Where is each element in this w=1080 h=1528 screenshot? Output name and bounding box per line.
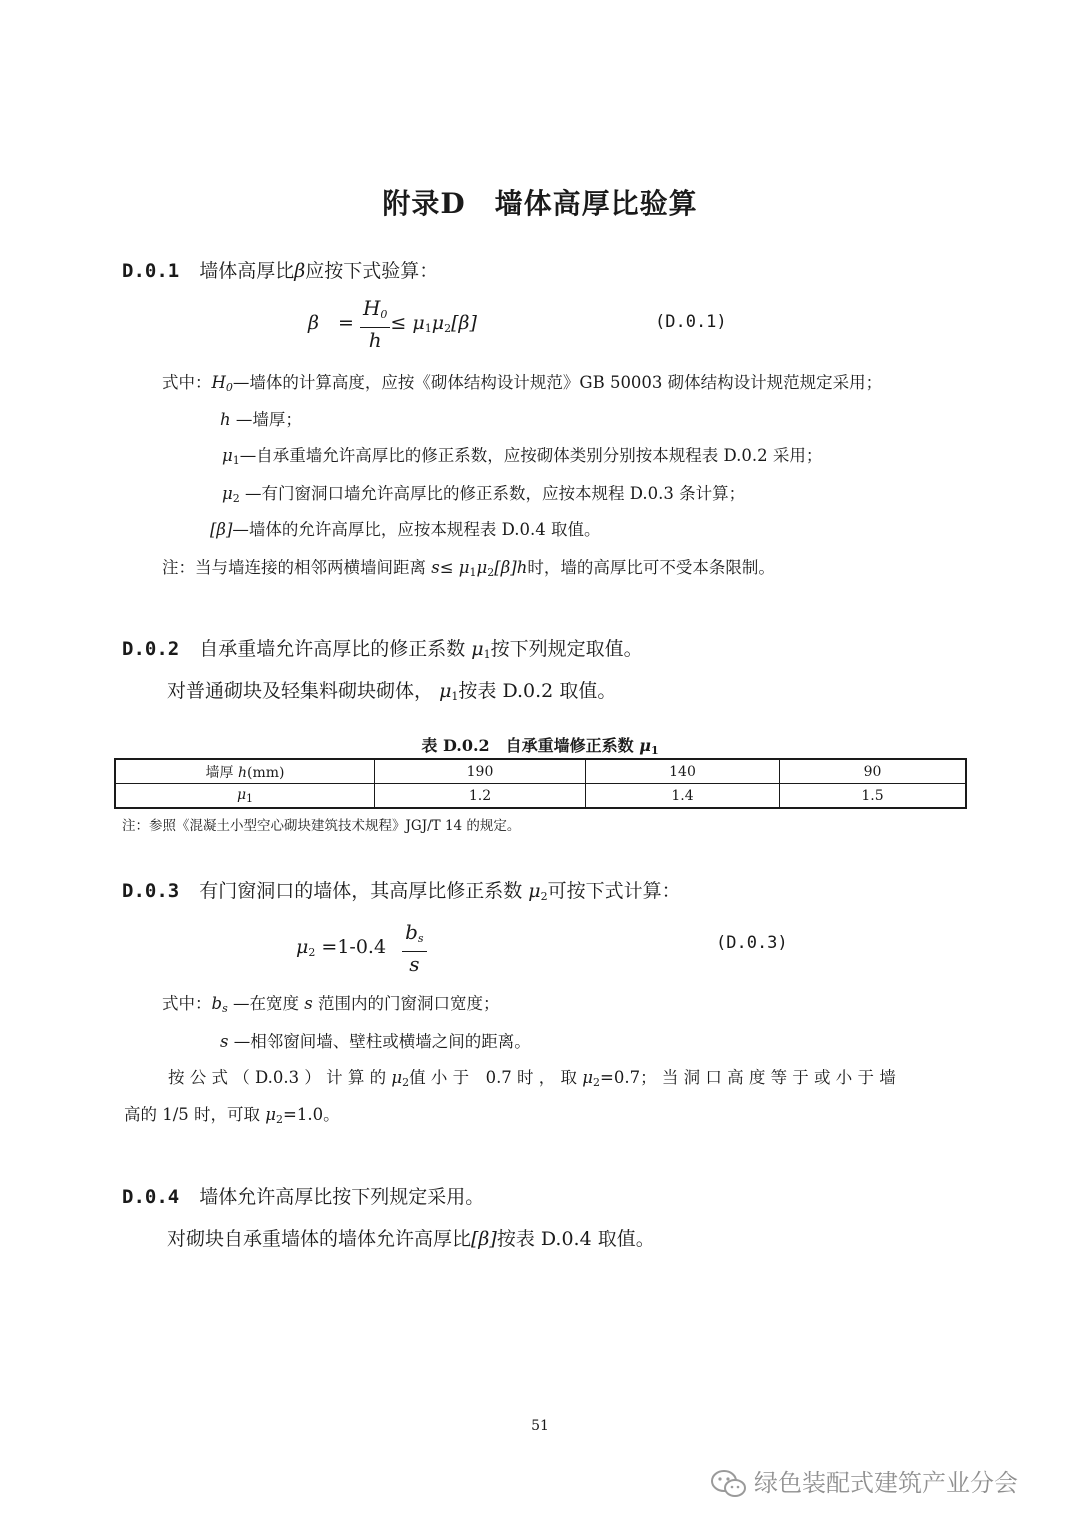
section-number: D.0.4 (122, 1186, 180, 1208)
section-number: D.0.3 (122, 880, 180, 902)
table-cell: 90 (780, 759, 967, 784)
table-caption: 表 D.0.2 自承重墙修正系数 $\mu_1$ (421, 736, 659, 757)
watermark: 绿色装配式建筑产业分会 (710, 1463, 1018, 1500)
table-note: 注：参照《混凝土小型空心砌块建筑技术规程》JGJ/T 14 的规定。 (122, 818, 521, 834)
where-mu2: $\mu_2$ —有门窗洞口墙允许高厚比的修正系数，应按本规程 D.0.3 条计算； (222, 484, 746, 505)
page-title: 附录D 墙体高厚比验算 (382, 187, 698, 220)
section-number: D.0.1 (122, 260, 180, 282)
table-row (115, 784, 966, 809)
where-h0: 式中：$H_0—$墙体的计算高度，应按《砌体结构设计规范》GB 50003 砌体结构设计规范规定采用； (162, 373, 883, 394)
where-bs: 式中：$b_s$ —在宽度 s 范围内的门窗洞口宽度； (162, 994, 500, 1015)
section-d01-heading: D.0.1 墙体高厚比β应按下式验算： (122, 260, 439, 282)
where-s: s —相邻窗间墙、壁柱或横墙之间的距离。 (220, 1032, 531, 1051)
table-cell: 190 (375, 759, 586, 784)
equation-d01: β = $\frac{H_0}{h}$ ≤ $\mu_1\mu_2[\beta]$ (308, 296, 477, 352)
table-cell: 1.2 (375, 784, 586, 809)
para-d02: 对普通砌块及轻集料砌块砌体， $\mu_1$按表 D.0.2 取值。 (167, 680, 617, 703)
para-d03-line2: 高的 1/5 时，可取 $\mu_2=1.0$。 (124, 1105, 340, 1126)
equation-number: (D.0.1) (655, 312, 727, 332)
wechat-icon (710, 1468, 748, 1500)
section-d03-heading: D.0.3 有门窗洞口的墙体，其高厚比修正系数 $\mu_2$可按下式计算： (122, 880, 681, 903)
where-mu1: $\mu_1—$自承重墙允许高厚比的修正系数，应按砌体类别分别按本规程表 D.0.2 采用； (222, 446, 823, 467)
table-cell: 140 (586, 759, 780, 784)
data-table (114, 758, 967, 809)
section-number: D.0.2 (122, 638, 180, 660)
where-h: h —墙厚； (220, 410, 302, 429)
page-number: 51 (531, 1418, 549, 1434)
table-cell: 1.4 (586, 784, 780, 809)
table-row (115, 759, 966, 784)
equation-d03: $\mu_2 =1-0.4$ $\frac{b_s}{s}$ (296, 920, 427, 976)
section-d02-heading: D.0.2 自承重墙允许高厚比的修正系数 $\mu_1$按下列规定取值。 (122, 638, 643, 661)
table-header-cell: 墙厚 h(mm) (115, 759, 375, 784)
section-d04-heading: D.0.4 墙体允许高厚比按下列规定采用。 (122, 1186, 485, 1208)
where-beta: [β]—墙体的允许高厚比，应按本规程表 D.0.4 取值。 (210, 520, 601, 539)
equation-number: (D.0.3) (716, 933, 788, 953)
fraction: $\frac{H_0}{h}$ (360, 296, 390, 352)
note-d01: 注：当与墙连接的相邻两横墙间距离 $s\le \mu_1\mu_2[\beta]h$时，墙的高厚比可不受本条限制。 (162, 558, 775, 579)
table-header-cell: $\mu_1$ (115, 784, 375, 809)
fraction: $\frac{b_s}{s}$ (402, 920, 426, 976)
table-cell: 1.5 (780, 784, 967, 809)
para-d04: 对砌块自承重墙体的墙体允许高厚比[β]按表 D.0.4 取值。 (167, 1228, 655, 1250)
para-d03-line1: 按 公 式 （ D.0.3 ） 计 算 的 $\mu_2$值 小 于 0.7 时 ， 取 $\mu_2=0.7$； 当 洞 口 高 度 等 于 或 小 于 墙 (168, 1068, 896, 1089)
